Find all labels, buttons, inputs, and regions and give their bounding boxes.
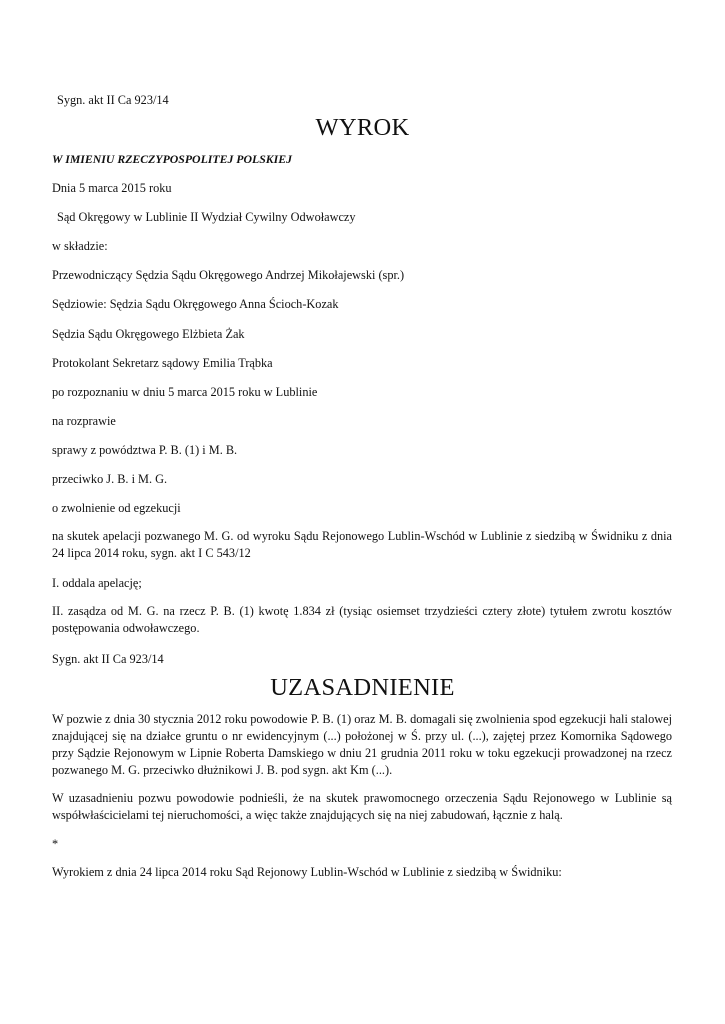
justification-paragraph: W uzasadnieniu pozwu powodowie podnieśli, że na skutek prawomocnego orzeczenia Sądu Rejonowego w Lublinie są współwłaścicielami tej nieruchomości, a więc także znajdujących się na niej zabudowań, łącznie z halą. (52, 791, 672, 822)
justification-paragraph: W pozwie z dnia 30 stycznia 2012 roku powodowie P. B. (1) oraz M. B. domagali się zwolnienia spod egzekucji hali stalowej znajdującej się na działce gruntu o nr ewidencyjnym (...) położonej w Ś. przy ul. (...), zajętej przez Komornika Sądowego przy Sądzie Rejonowym w Lipnie Roberta Damskiego w dniu 21 grudnia 2011 roku w toku egzekucji prowadzonej na rzecz pozwanego M. G. przeciwko dłużnikowi J. B. pod sygn. akt Km (...). (52, 712, 672, 777)
verdict-date: Dnia 5 marca 2015 roku (52, 181, 172, 195)
composition-label: w składzie: (52, 239, 108, 253)
case-defendants: przeciwko J. B. i M. G. (52, 472, 168, 486)
justification-paragraph: Wyrokiem z dnia 24 lipca 2014 roku Sąd Rejonowy Lublin-Wschód w Lublinie z siedzibą w Świdniku: (52, 865, 562, 879)
justification-title: UZASADNIENIE (270, 674, 455, 701)
ruling-item: I. oddala apelację; (52, 576, 142, 590)
session-line: na rozprawie (52, 414, 116, 428)
case-signature: Sygn. akt II Ca 923/14 (57, 93, 169, 107)
verdict-title: WYROK (315, 114, 410, 141)
case-subject: o zwolnienie od egzekucji (52, 501, 181, 515)
separator-asterisk: * (52, 837, 59, 851)
court-name: Sąd Okręgowy w Lublinie II Wydział Cywilny Odwoławczy (57, 210, 356, 224)
hearing-line: po rozpoznaniu w dniu 5 marca 2015 roku w Lublinie (52, 385, 318, 399)
ruling-item: II. zasądza od M. G. na rzecz P. B. (1) kwotę 1.834 zł (tysiąc osiemset trzydzieści cztery złote) tytułem zwrotu kosztów postępowania odwoławczego. (52, 604, 672, 635)
verdict-subtitle: W IMIENIU RZECZYPOSPOLITEJ POLSKIEJ (52, 152, 293, 166)
judge-line: Sędzia Sądu Okręgowego Elżbieta Żak (52, 327, 245, 341)
judges-line: Sędziowie: Sędzia Sądu Okręgowego Anna Ścioch-Kozak (52, 297, 339, 311)
clerk-line: Protokolant Sekretarz sądowy Emilia Trąbka (52, 356, 273, 370)
presiding-judge: Przewodniczący Sędzia Sądu Okręgowego Andrzej Mikołajewski (spr.) (52, 268, 405, 282)
appeal-paragraph: na skutek apelacji pozwanego M. G. od wyroku Sądu Rejonowego Lublin-Wschód w Lublinie z siedzibą w Świdniku z dnia 24 lipca 2014 roku, sygn. akt I C 543/12 (52, 529, 672, 560)
justification-signature: Sygn. akt II Ca 923/14 (52, 652, 164, 666)
case-plaintiffs: sprawy z powództwa P. B. (1) i M. B. (52, 443, 238, 457)
